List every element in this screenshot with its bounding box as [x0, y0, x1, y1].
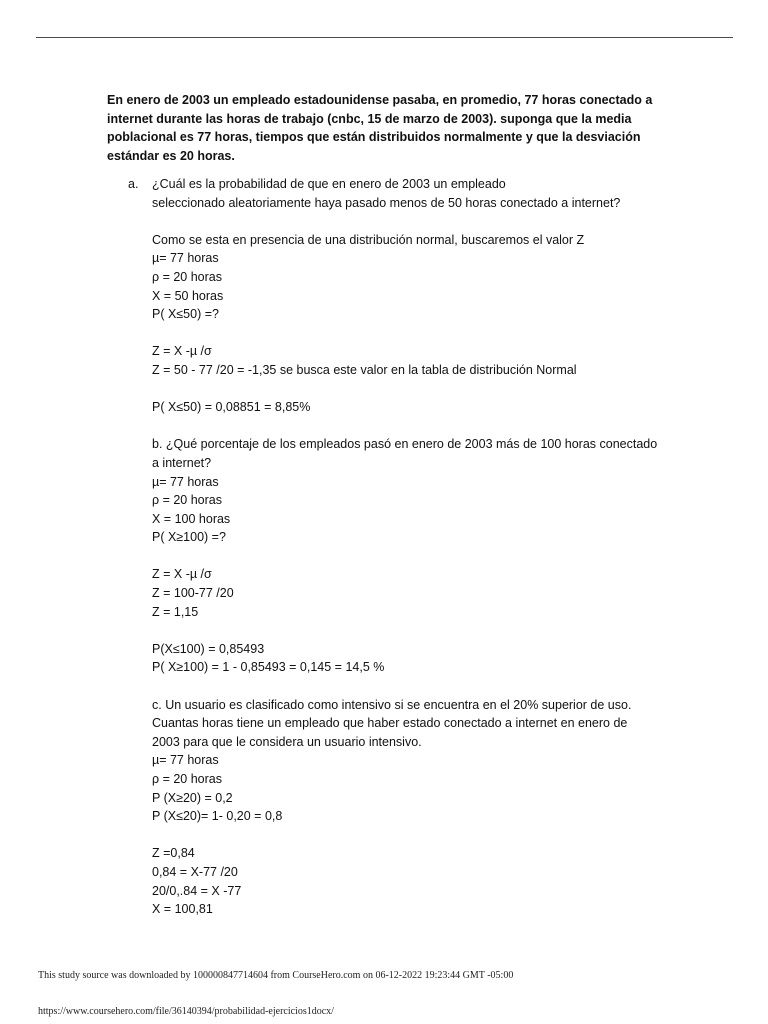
- source-url[interactable]: https://www.coursehero.com/file/36140394/probabilidad-ejercicios1docx/: [38, 1006, 334, 1017]
- text-line: 2003 para que le considera un usuario intensivo.: [152, 734, 422, 749]
- text-line: Z = 1,15: [152, 604, 199, 619]
- text-line: P( X≥100) = 1 - 0,85493 = 0,145 = 14,5 %: [152, 660, 385, 675]
- text-line: µ= 77 horas: [152, 251, 219, 266]
- text-line: ρ = 20 horas: [152, 269, 223, 284]
- text-line: P(X≤100) = 0,85493: [152, 641, 265, 656]
- text-line: Z = 100-77 /20: [152, 586, 234, 601]
- text-line: ρ = 20 horas: [152, 493, 223, 508]
- text-line: P( X≥100) =?: [152, 530, 226, 545]
- text-line: Cuantas horas tiene un empleado que haber estado conectado a internet en enero de: [152, 716, 628, 731]
- text-line: a internet?: [152, 455, 212, 470]
- text-line: ¿Cuál es la probabilidad de que en enero de 2003 un empleado: [152, 177, 506, 191]
- part-b: [152, 435, 672, 695]
- text-line: P (X≤20)= 1- 0,20 = 0,8: [152, 809, 283, 824]
- text-line: seleccionado aleatoriamente haya pasado menos de 50 horas conectado a internet?: [152, 195, 621, 210]
- text-line: X = 50 horas: [152, 288, 224, 303]
- solution-body: [152, 175, 672, 919]
- text-line: Z = X -µ /σ: [152, 567, 212, 582]
- text-line: P( X≤50) = 0,08851 = 8,85%: [152, 400, 311, 415]
- part-c: [152, 696, 672, 919]
- text-line: Z = 50 - 77 /20 = -1,35 se busca este valor en la tabla de distribución Normal: [152, 362, 577, 377]
- download-notice: This study source was downloaded by 100000847714604 from CourseHero.com on 06-12-2022 19:23:44 GMT -05:00: [38, 970, 514, 981]
- text-line: [152, 547, 672, 566]
- text-line: 20/0,.84 = X -77: [152, 883, 242, 898]
- intro-line: estándar es 20 horas.: [107, 148, 235, 163]
- text-line: P (X≥20) = 0,2: [152, 790, 233, 805]
- intro-line: internet durante las horas de trabajo (cnbc, 15 de marzo de 2003). suponga que la media: [107, 111, 632, 126]
- text-line: [152, 417, 672, 436]
- text-line: Como se esta en presencia de una distribución normal, buscaremos el valor Z: [152, 232, 585, 247]
- list-marker-a: a.: [128, 177, 139, 191]
- intro-line: En enero de 2003 un empleado estadounidense pasaba, en promedio, 77 horas conectado a: [107, 93, 653, 107]
- text-line: Z =0,84: [152, 846, 195, 861]
- text-line: P( X≤50) =?: [152, 307, 219, 322]
- text-line: 0,84 = X-77 /20: [152, 864, 238, 879]
- text-line: b. ¿Qué porcentaje de los empleados pasó en enero de 2003 más de 100 horas conectado: [152, 437, 658, 452]
- text-line: µ= 77 horas: [152, 474, 219, 489]
- text-line: c. Un usuario es clasificado como intensivo si se encuentra en el 20% superior de uso.: [152, 697, 632, 712]
- text-line: [152, 380, 672, 399]
- top-rule: [36, 37, 733, 38]
- text-line: X = 100 horas: [152, 511, 231, 526]
- problem-statement: [107, 91, 667, 165]
- text-line: [152, 324, 672, 343]
- text-line: [152, 826, 672, 845]
- text-line: [152, 212, 672, 231]
- part-a: [152, 175, 672, 435]
- intro-line: poblacional es 77 horas, tiempos que están distribuidos normalmente y que la desviación: [107, 130, 641, 144]
- text-line: µ= 77 horas: [152, 753, 219, 768]
- text-line: ρ = 20 horas: [152, 772, 223, 786]
- text-line: [152, 677, 672, 696]
- text-line: X = 100,81: [152, 902, 213, 917]
- text-line: Z = X -µ /σ: [152, 344, 212, 359]
- text-line: [152, 621, 672, 640]
